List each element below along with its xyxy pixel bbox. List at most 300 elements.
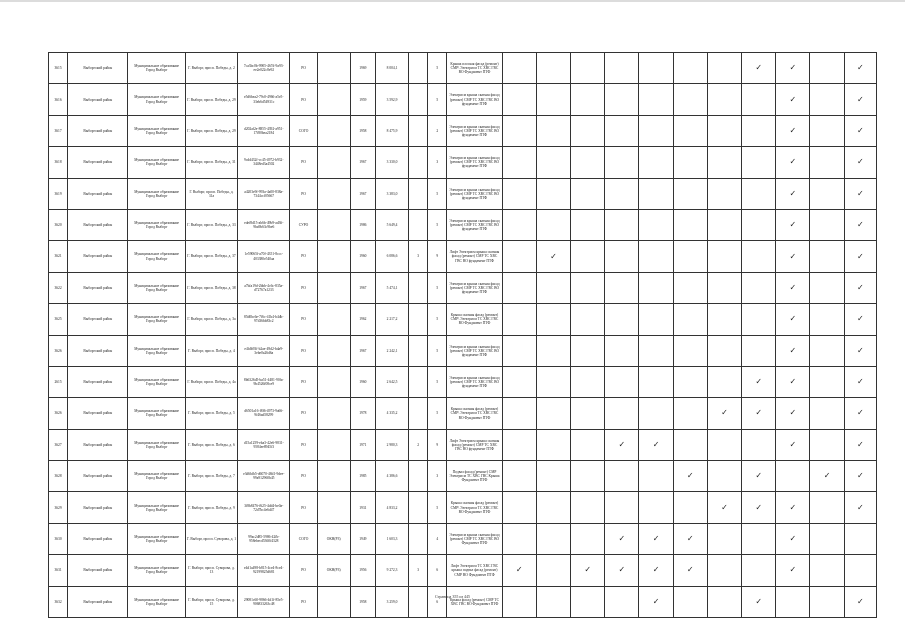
table-row [49, 84, 877, 115]
cell-work-flag [639, 304, 673, 335]
cell-no: 3619 [49, 178, 68, 209]
cell-work-flag [536, 555, 570, 586]
cell-type: РО [290, 53, 317, 84]
cell-work-flag [571, 335, 605, 366]
cell-work-flag [742, 366, 776, 397]
cell-year: 1967 [350, 147, 375, 178]
cell-work-flag [673, 335, 707, 366]
cell-district: Выборгский район [68, 429, 128, 460]
cell-code: 3f8b8476-f625-4dd4-be0a-72d7bc4e6d47 [238, 492, 290, 523]
table-row [49, 53, 877, 84]
cell-work-flag [536, 398, 570, 429]
cell-work-flag [707, 241, 741, 272]
check-mark-icon: ✓ [856, 502, 864, 512]
cell-type: СОГО [290, 523, 317, 554]
cell-year: 1958 [350, 115, 375, 146]
cell-work-flag [673, 209, 707, 240]
cell-work-flag [742, 147, 776, 178]
cell-entrances: 9 [428, 429, 447, 460]
cell-district: Выборгский район [68, 523, 128, 554]
table-row [49, 461, 877, 492]
cell-code: edef8d15-ab6b-49b9-ad36-9ba9b63c9be6 [238, 209, 290, 240]
cell-work-flag [502, 147, 536, 178]
cell-work-flag [707, 178, 741, 209]
cell-floors [409, 209, 428, 240]
cell-year: 1959 [350, 84, 375, 115]
cell-work-flag [810, 304, 844, 335]
cell-code: 99ac2d85-5986-42fb-958ebecd5360f4328 [238, 523, 290, 554]
cell-municipality: Муниципальное образование Город Выборг [128, 209, 185, 240]
cell-work-flag [639, 429, 673, 460]
cell-area: 5 474,1 [375, 272, 408, 303]
cell-address: Г. Выборг, просп. Победы, д. 33 [185, 209, 237, 240]
cell-work-flag [707, 304, 741, 335]
cell-oo [317, 461, 350, 492]
cell-code: 9cdd432f-cc45-4972-b932-3448ed3a4502 [238, 147, 290, 178]
cell-municipality: Муниципальное образование Город Выборг [128, 555, 185, 586]
cell-work-flag [673, 241, 707, 272]
cell-oo: ОКН(РЗ) [317, 523, 350, 554]
cell-area: 2 217,2 [375, 304, 408, 335]
cell-address: Г. Выборг, просп. Победы, д. 6 [185, 429, 237, 460]
cell-work-flag [571, 429, 605, 460]
check-mark-icon: ✓ [856, 220, 864, 230]
cell-work-flag [571, 241, 605, 272]
cell-entrances: 5 [428, 335, 447, 366]
cell-work-flag [536, 84, 570, 115]
cell-entrances: 5 [428, 178, 447, 209]
cell-work-flag [707, 335, 741, 366]
cell-code: 29081c60-9866-4d1f-85e5-906833263c48 [238, 586, 290, 617]
cell-work-flag [742, 398, 776, 429]
cell-code: e3d6bfb5-d6070-48d1-9dee-99a912960b45 [238, 461, 290, 492]
cell-work-flag [639, 461, 673, 492]
cell-work-flag [776, 398, 810, 429]
check-mark-icon: ✓ [584, 565, 592, 575]
cell-work-flag [605, 209, 639, 240]
cell-municipality: Муниципальное образование Город Выборг [128, 586, 185, 617]
cell-code: a4203e9f-993a-4a00-838a-7344ccf05667 [238, 178, 290, 209]
cell-work-flag [502, 398, 536, 429]
cell-type: РО [290, 272, 317, 303]
cell-type: РО [290, 555, 317, 586]
cell-work-flag [605, 304, 639, 335]
cell-work-flag [707, 209, 741, 240]
cell-code: e4d1a498-b815-4ce4-8ce4-92199825d681 [238, 555, 290, 586]
cell-work-flag [776, 178, 810, 209]
cell-year: 1956 [350, 555, 375, 586]
cell-work-flag [776, 555, 810, 586]
cell-area: 8 004,1 [375, 53, 408, 84]
cell-no: 3618 [49, 147, 68, 178]
cell-district: Выборгский район [68, 209, 128, 240]
check-mark-icon: ✓ [755, 377, 763, 387]
cell-work-flag [776, 304, 810, 335]
cell-code: 85d0bc6e-7f6c-41b4-b4db-97d36bb83c2 [238, 304, 290, 335]
cell-no: 3626 [49, 335, 68, 366]
cell-work-flag [776, 272, 810, 303]
cell-work-flag [844, 304, 876, 335]
cell-oo [317, 586, 350, 617]
cell-work-flag [742, 178, 776, 209]
cell-floors [409, 178, 428, 209]
cell-work-flag [810, 555, 844, 586]
cell-work-flag [844, 461, 876, 492]
cell-floors [409, 53, 428, 84]
cell-type: РО [290, 398, 317, 429]
cell-work-flag [707, 398, 741, 429]
check-mark-icon: ✓ [789, 282, 797, 292]
cell-work-flag [673, 429, 707, 460]
cell-work-flag [844, 272, 876, 303]
check-mark-icon: ✓ [686, 471, 694, 481]
check-mark-icon: ✓ [789, 377, 797, 387]
cell-work-flag [605, 272, 639, 303]
cell-area: 2 242,1 [375, 335, 408, 366]
check-mark-icon: ✓ [789, 502, 797, 512]
cell-work-flag [639, 178, 673, 209]
check-mark-icon: ✓ [856, 408, 864, 418]
check-mark-icon: ✓ [856, 157, 864, 167]
cell-address: Г. Выборг, просп. Победы, д. 7 [185, 461, 237, 492]
cell-oo [317, 272, 350, 303]
cell-work-flag [571, 209, 605, 240]
cell-work-flag [776, 461, 810, 492]
check-mark-icon: ✓ [755, 471, 763, 481]
cell-entrances: 5 [428, 272, 447, 303]
cell-work-flag [502, 523, 536, 554]
cell-work-flag [639, 523, 673, 554]
cell-no: 3626 [49, 398, 68, 429]
cell-work-flag [536, 492, 570, 523]
cell-work-flag [673, 555, 707, 586]
cell-address: Г. Выборг, просп. Победы, д. 31а [185, 178, 237, 209]
cell-area: 2 980,3 [375, 429, 408, 460]
cell-works: Лифт Электрисм ТС ХВС ГВС крыша подвал фасад (ремонт) СМР ВО Фундамент ПТФ [447, 555, 502, 586]
cell-entrances: 2 [428, 115, 447, 146]
cell-work-flag [776, 147, 810, 178]
cell-municipality: Муниципальное образование Город Выборг [128, 84, 185, 115]
cell-no: 3630 [49, 523, 68, 554]
cell-work-flag [707, 461, 741, 492]
check-mark-icon: ✓ [789, 439, 797, 449]
cell-work-flag [810, 272, 844, 303]
cell-area: 6 086,6 [375, 241, 408, 272]
cell-no: 3616 [49, 84, 68, 115]
cell-entrances: 5 [428, 398, 447, 429]
check-mark-icon: ✓ [856, 94, 864, 104]
cell-work-flag [673, 461, 707, 492]
cell-work-flag [639, 53, 673, 84]
cell-no: 3628 [49, 461, 68, 492]
cell-work-flag [502, 53, 536, 84]
cell-work-flag [742, 115, 776, 146]
cell-works: Электрисм крыша скатная фасад (ремонт) СМР ТС ХВС ГВС ВО Фундамент ПТФ [447, 523, 502, 554]
cell-floors [409, 461, 428, 492]
cell-work-flag [639, 555, 673, 586]
cell-floors [409, 335, 428, 366]
cell-work-flag [639, 147, 673, 178]
cell-address: Г. Выборг, просп. Победы, д. 37 [185, 241, 237, 272]
cell-work-flag [742, 586, 776, 617]
cell-municipality: Муниципальное образование Город Выборг [128, 272, 185, 303]
cell-year: 1971 [350, 429, 375, 460]
check-mark-icon: ✓ [789, 345, 797, 355]
cell-floors [409, 492, 428, 523]
cell-area: 5 649,4 [375, 209, 408, 240]
cell-type: РО [290, 366, 317, 397]
check-mark-icon: ✓ [550, 251, 557, 261]
check-mark-icon: ✓ [789, 408, 797, 418]
cell-work-flag [605, 241, 639, 272]
cell-area: 3 592,9 [375, 84, 408, 115]
cell-no: 3629 [49, 492, 68, 523]
cell-work-flag [571, 115, 605, 146]
cell-work-flag [673, 304, 707, 335]
cell-district: Выборгский район [68, 335, 128, 366]
cell-entrances: 5 [428, 53, 447, 84]
cell-work-flag [707, 53, 741, 84]
cell-work-flag [502, 555, 536, 586]
cell-floors [409, 398, 428, 429]
table-row [49, 335, 877, 366]
cell-district: Выборгский район [68, 241, 128, 272]
cell-entrances: 6 [428, 586, 447, 617]
table-row [49, 398, 877, 429]
cell-area: 2 642,5 [375, 366, 408, 397]
table-row [49, 366, 877, 397]
cell-work-flag [776, 241, 810, 272]
cell-type: РО [290, 241, 317, 272]
cell-floors: 3 [409, 241, 428, 272]
cell-year: 1986 [350, 209, 375, 240]
cell-type: РО [290, 147, 317, 178]
cell-work-flag [776, 429, 810, 460]
cell-area: 4 386,6 [375, 461, 408, 492]
cell-works: Электрисм крыша скатная фасад (ремонт) СМР ТС ХВС ГВС ВО фундамент ПТФ [447, 147, 502, 178]
cell-work-flag [776, 492, 810, 523]
cell-works: Крыша скатная фасад (ремонт) СМР\ Электрисм ТС ХВС ГВС ВО Фундамент ПТФ [447, 304, 502, 335]
cell-works: Крыша плоская фасад (ремонт) СМР\ Электрисм ТС ХВС ГВС ВО Фундамент ПТФ [447, 53, 502, 84]
cell-work-flag [707, 366, 741, 397]
cell-address: Г. Выборг, просп. Победы, д. 4а [185, 366, 237, 397]
cell-year: 1931 [350, 492, 375, 523]
cell-work-flag [810, 398, 844, 429]
check-mark-icon: ✓ [515, 565, 523, 575]
check-mark-icon: ✓ [856, 314, 864, 324]
table-row [49, 429, 877, 460]
cell-work-flag [502, 429, 536, 460]
cell-work-flag [571, 523, 605, 554]
cell-work-flag [673, 115, 707, 146]
check-mark-icon: ✓ [618, 534, 626, 544]
cell-oo [317, 366, 350, 397]
cell-address: Г. Выборг, просп. Победы, д. 29 [185, 115, 237, 146]
cell-work-flag [776, 523, 810, 554]
cell-no: 2615 [49, 366, 68, 397]
cell-works: Лифт Электрисм крыша скатная фасад (ремонт) СМР ТС ХВС ГВС ВО фундамент ПТФ [447, 241, 502, 272]
cell-oo [317, 429, 350, 460]
cell-work-flag [639, 492, 673, 523]
cell-work-flag [502, 241, 536, 272]
cell-municipality: Муниципальное образование Город Выборг [128, 304, 185, 335]
cell-work-flag [742, 272, 776, 303]
cell-work-flag [742, 461, 776, 492]
cell-address: Г. Выборг, просп. Суворова, д. 1 [185, 523, 237, 554]
cell-work-flag [844, 53, 876, 84]
table-row [49, 178, 877, 209]
cell-work-flag [536, 304, 570, 335]
cell-work-flag [707, 429, 741, 460]
cell-works: Крыша скатная фасад (ремонт) СМР\ Электрисм ТС ХВС ГВС ВО Фундамент ПТФ [447, 492, 502, 523]
cell-work-flag [707, 586, 741, 617]
cell-year: 1967 [350, 272, 375, 303]
cell-entrances: 6 [428, 555, 447, 586]
cell-area: 9 272,3 [375, 555, 408, 586]
cell-work-flag [810, 461, 844, 492]
cell-area: 4 833,2 [375, 492, 408, 523]
cell-oo [317, 84, 350, 115]
cell-floors [409, 366, 428, 397]
check-mark-icon: ✓ [856, 125, 864, 135]
cell-code: e5d6bea2-79c0-4966-a5e5-33eb6d54931c [238, 84, 290, 115]
cell-work-flag [776, 209, 810, 240]
cell-work-flag [742, 523, 776, 554]
cell-oo [317, 115, 350, 146]
check-mark-icon: ✓ [789, 188, 797, 198]
cell-work-flag [707, 84, 741, 115]
check-mark-icon: ✓ [856, 63, 864, 73]
cell-work-flag [502, 209, 536, 240]
cell-entrances: 5 [428, 209, 447, 240]
cell-works: Подвал фасад (ремонт) СМР Электрисм ТС ХВС ГВС Крыша Фундамент ПТФ [447, 461, 502, 492]
check-mark-icon: ✓ [789, 565, 797, 575]
check-mark-icon: ✓ [755, 502, 763, 512]
cell-work-flag [776, 335, 810, 366]
cell-district: Выборгский район [68, 304, 128, 335]
table-body [49, 53, 877, 618]
cell-entrances: 9 [428, 241, 447, 272]
table-row [49, 304, 877, 335]
cell-work-flag [571, 398, 605, 429]
cell-work-flag [571, 304, 605, 335]
cell-work-flag [844, 492, 876, 523]
cell-area: 4 335,2 [375, 398, 408, 429]
cell-municipality: Муниципальное образование Город Выборг [128, 335, 185, 366]
cell-work-flag [639, 115, 673, 146]
cell-work-flag [605, 178, 639, 209]
check-mark-icon: ✓ [652, 565, 660, 575]
cell-municipality: Муниципальное образование Город Выборг [128, 398, 185, 429]
cell-work-flag [639, 209, 673, 240]
cell-work-flag [536, 523, 570, 554]
cell-work-flag [536, 335, 570, 366]
cell-work-flag [810, 335, 844, 366]
cell-district: Выборгский район [68, 586, 128, 617]
cell-work-flag [810, 241, 844, 272]
cell-work-flag [502, 304, 536, 335]
cell-oo [317, 147, 350, 178]
cell-work-flag [810, 429, 844, 460]
cell-code: a7bfa19d-2bbb-4c6c-835a-d72767a1233 [238, 272, 290, 303]
cell-district: Выборгский район [68, 178, 128, 209]
cell-area: 3 330,0 [375, 147, 408, 178]
cell-type: РО [290, 586, 317, 617]
cell-work-flag [844, 241, 876, 272]
cell-oo [317, 398, 350, 429]
cell-year: 1949 [350, 523, 375, 554]
cell-address: Г. Выборг, просп. Победы, д. 3а [185, 304, 237, 335]
cell-work-flag [844, 178, 876, 209]
cell-district: Выборгский район [68, 555, 128, 586]
check-mark-icon: ✓ [789, 534, 797, 544]
cell-address: Г. Выборг, просп. Победы, д. 31 [185, 147, 237, 178]
cell-entrances: 4 [428, 523, 447, 554]
cell-no: 3625 [49, 304, 68, 335]
cell-district: Выборгский район [68, 147, 128, 178]
cell-work-flag [810, 147, 844, 178]
cell-floors [409, 115, 428, 146]
cell-work-flag [571, 461, 605, 492]
cell-work-flag [742, 241, 776, 272]
cell-year: 1958 [350, 586, 375, 617]
cell-municipality: Муниципальное образование Город Выборг [128, 147, 185, 178]
cell-floors [409, 272, 428, 303]
cell-municipality: Муниципальное образование Город Выборг [128, 492, 185, 523]
register-table [48, 52, 877, 618]
cell-work-flag [502, 115, 536, 146]
cell-entrances: 5 [428, 304, 447, 335]
cell-work-flag [742, 429, 776, 460]
check-mark-icon: ✓ [856, 282, 864, 292]
cell-municipality: Муниципальное образование Город Выборг [128, 429, 185, 460]
cell-work-flag [707, 147, 741, 178]
check-mark-icon: ✓ [686, 565, 694, 575]
cell-address: Г. Выборг, просп. Победы, д. 5 [185, 398, 237, 429]
cell-year: 1978 [350, 398, 375, 429]
cell-floors [409, 586, 428, 617]
check-mark-icon: ✓ [652, 439, 660, 449]
cell-work-flag [707, 523, 741, 554]
check-mark-icon: ✓ [856, 345, 864, 355]
cell-work-flag [810, 84, 844, 115]
cell-type: РО [290, 84, 317, 115]
check-mark-icon: ✓ [823, 471, 831, 481]
cell-floors [409, 304, 428, 335]
check-mark-icon: ✓ [856, 251, 864, 261]
cell-code: d15a1259-eba3-42e6-9831-9584ee8945f3 [238, 429, 290, 460]
cell-year: 1960 [350, 366, 375, 397]
cell-work-flag [707, 555, 741, 586]
cell-type: РО [290, 492, 317, 523]
table-row [49, 555, 877, 586]
cell-work-flag [776, 53, 810, 84]
cell-municipality: Муниципальное образование Город Выборг [128, 178, 185, 209]
cell-district: Выборгский район [68, 492, 128, 523]
table-row [49, 586, 877, 617]
table-row [49, 272, 877, 303]
cell-district: Выборгский район [68, 84, 128, 115]
cell-work-flag [844, 209, 876, 240]
cell-address: Г. Выборг, просп. Победы, д. 38 [185, 272, 237, 303]
cell-work-flag [502, 366, 536, 397]
check-mark-icon: ✓ [789, 125, 797, 135]
cell-work-flag [605, 429, 639, 460]
cell-work-flag [742, 555, 776, 586]
cell-municipality: Муниципальное образование Город Выборг [128, 115, 185, 146]
cell-work-flag [571, 53, 605, 84]
check-mark-icon: ✓ [755, 596, 763, 606]
